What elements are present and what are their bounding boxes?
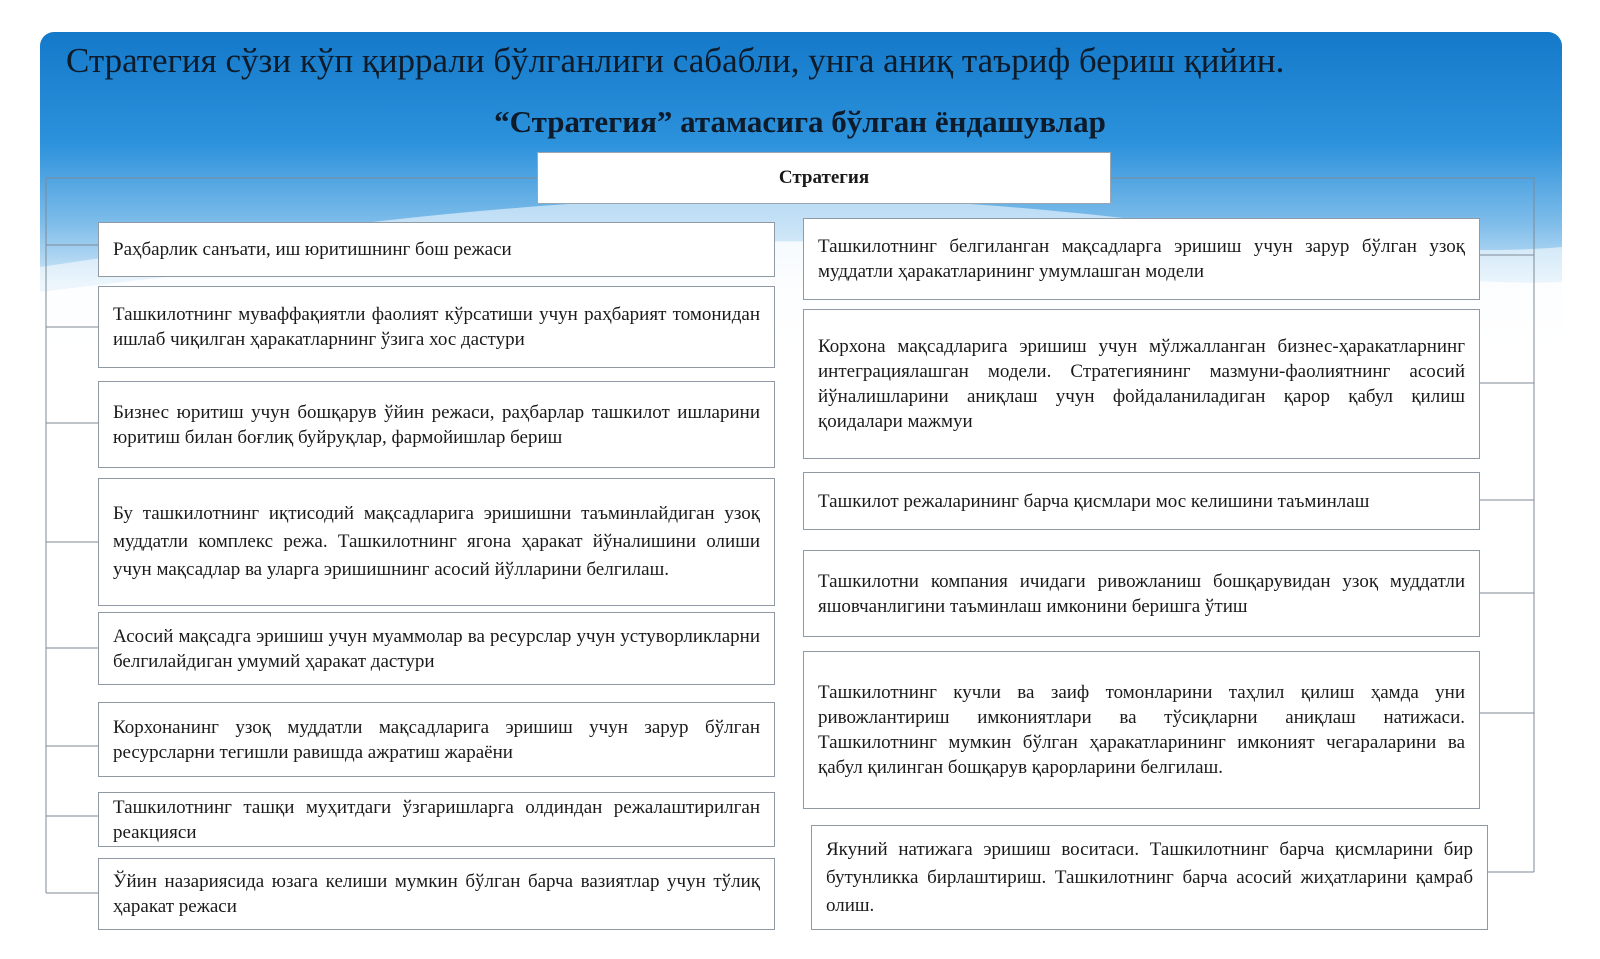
left-node-2-text: Ташкилотнинг муваффақиятли фаолият кўрсатиши учун раҳбарият томонидан ишлаб чиқилган ҳаракатларнинг ўзига хос дастури — [113, 304, 760, 350]
left-node-8 — [98, 858, 775, 930]
left-node-1-text: Раҳбарлик санъати, иш юритишнинг бош режаси — [113, 239, 512, 260]
right-node-4 — [803, 550, 1480, 637]
left-node-7 — [98, 792, 775, 847]
right-node-3 — [803, 472, 1480, 530]
right-node-5 — [803, 651, 1480, 809]
left-node-5 — [98, 612, 775, 685]
right-node-1-text: Ташкилотнинг белгиланган мақсадларга эришиш учун зарур бўлган узоқ муддатли ҳаракатларининг умумлашган модели — [818, 236, 1465, 282]
right-node-4-text: Ташкилотни компания ичидаги ривожланиш бошқарувидан узоқ муддатли яшовчанлигини таъминлаш имконини беришга ўтиш — [818, 570, 1465, 617]
root-node-label: Стратегия — [778, 167, 870, 188]
left-node-3 — [98, 381, 775, 468]
left-node-1 — [98, 222, 775, 277]
right-node-3-text: Ташкилот режаларининг барча қисмлари мос келишини таъминлаш — [818, 490, 1370, 512]
right-node-6-text: Якуний натижага эришиш воситаси. Ташкилотнинг барча қисмларини бир бутунликка бирлаштириш. Ташкилотнинг барча асосий жиҳатларини қамраб олиш. — [826, 838, 1473, 916]
left-node-6-text: Корхонанинг узоқ муддатли мақсадларига эришиш учун зарур бўлган ресурсларни тегишли равишда ажратиш жараёни — [113, 716, 760, 763]
left-node-4 — [98, 478, 775, 606]
left-node-4-text: Бу ташкилотнинг иқтисодий мақсадларига эришишни таъминлайдиган узоқ муддатли комплекс режа. Ташкилотнинг ягона ҳаракат йўналишини олиши учун мақсадлар ва уларга эришишнинг асосий йўлларини белгилаш. — [113, 503, 760, 580]
left-node-7-text: Ташкилотнинг ташқи муҳитдаги ўзгаришларга олдиндан режалаштирилган реакцияси — [113, 796, 760, 843]
left-node-3-text: Бизнес юритиш учун бошқарув ўйин режаси, раҳбарлар ташкилот ишларини юритиш билан боғлиқ буйруқлар, фармойишлар бериш — [113, 401, 760, 448]
left-node-8-text: Ўйин назариясида юзага келиши мумкин бўлган барча вазиятлар учун тўлиқ ҳаракат режаси — [113, 871, 760, 917]
left-node-5-text: Асосий мақсадга эришиш учун муаммолар ва ресурслар учун устуворликларни белгилайдиган умумий ҳаракат дастури — [113, 625, 760, 672]
right-node-5-text: Ташкилотнинг кучли ва заиф томонларини таҳлил қилиш ҳамда уни ривожлантириш имкониятлари ва тўсиқларни аниқлаш натижаси. Ташкилотнинг мумкин бўлган ҳаракатларининг имконият чегараларини ва қабул қилинган бошқарув қарорларини белгилаш. — [818, 682, 1465, 778]
right-node-2 — [803, 309, 1480, 459]
slide-headline: Стратегия сўзи кўп қиррали бўлганлиги сабабли, унга аниқ таъриф бериш қийин. — [66, 41, 1285, 80]
root-node — [537, 152, 1111, 204]
right-node-2-text: Корхона мақсадларига эришиш учун мўлжалланган бизнес-ҳаракатларнинг интеграциялашган модели. Стратегиянинг мазмуни-фаолиятнинг асосий йўналишларини аниқлаш учун фойдаланиладиган қарор қабул қилиш қоидалари мажмуи — [818, 336, 1465, 432]
right-node-1 — [803, 218, 1480, 300]
right-node-6 — [811, 825, 1488, 930]
left-node-6 — [98, 702, 775, 777]
left-node-2 — [98, 286, 775, 368]
diagram-title: “Стратегия” атамасига бўлган ёндашувлар — [494, 104, 1106, 139]
